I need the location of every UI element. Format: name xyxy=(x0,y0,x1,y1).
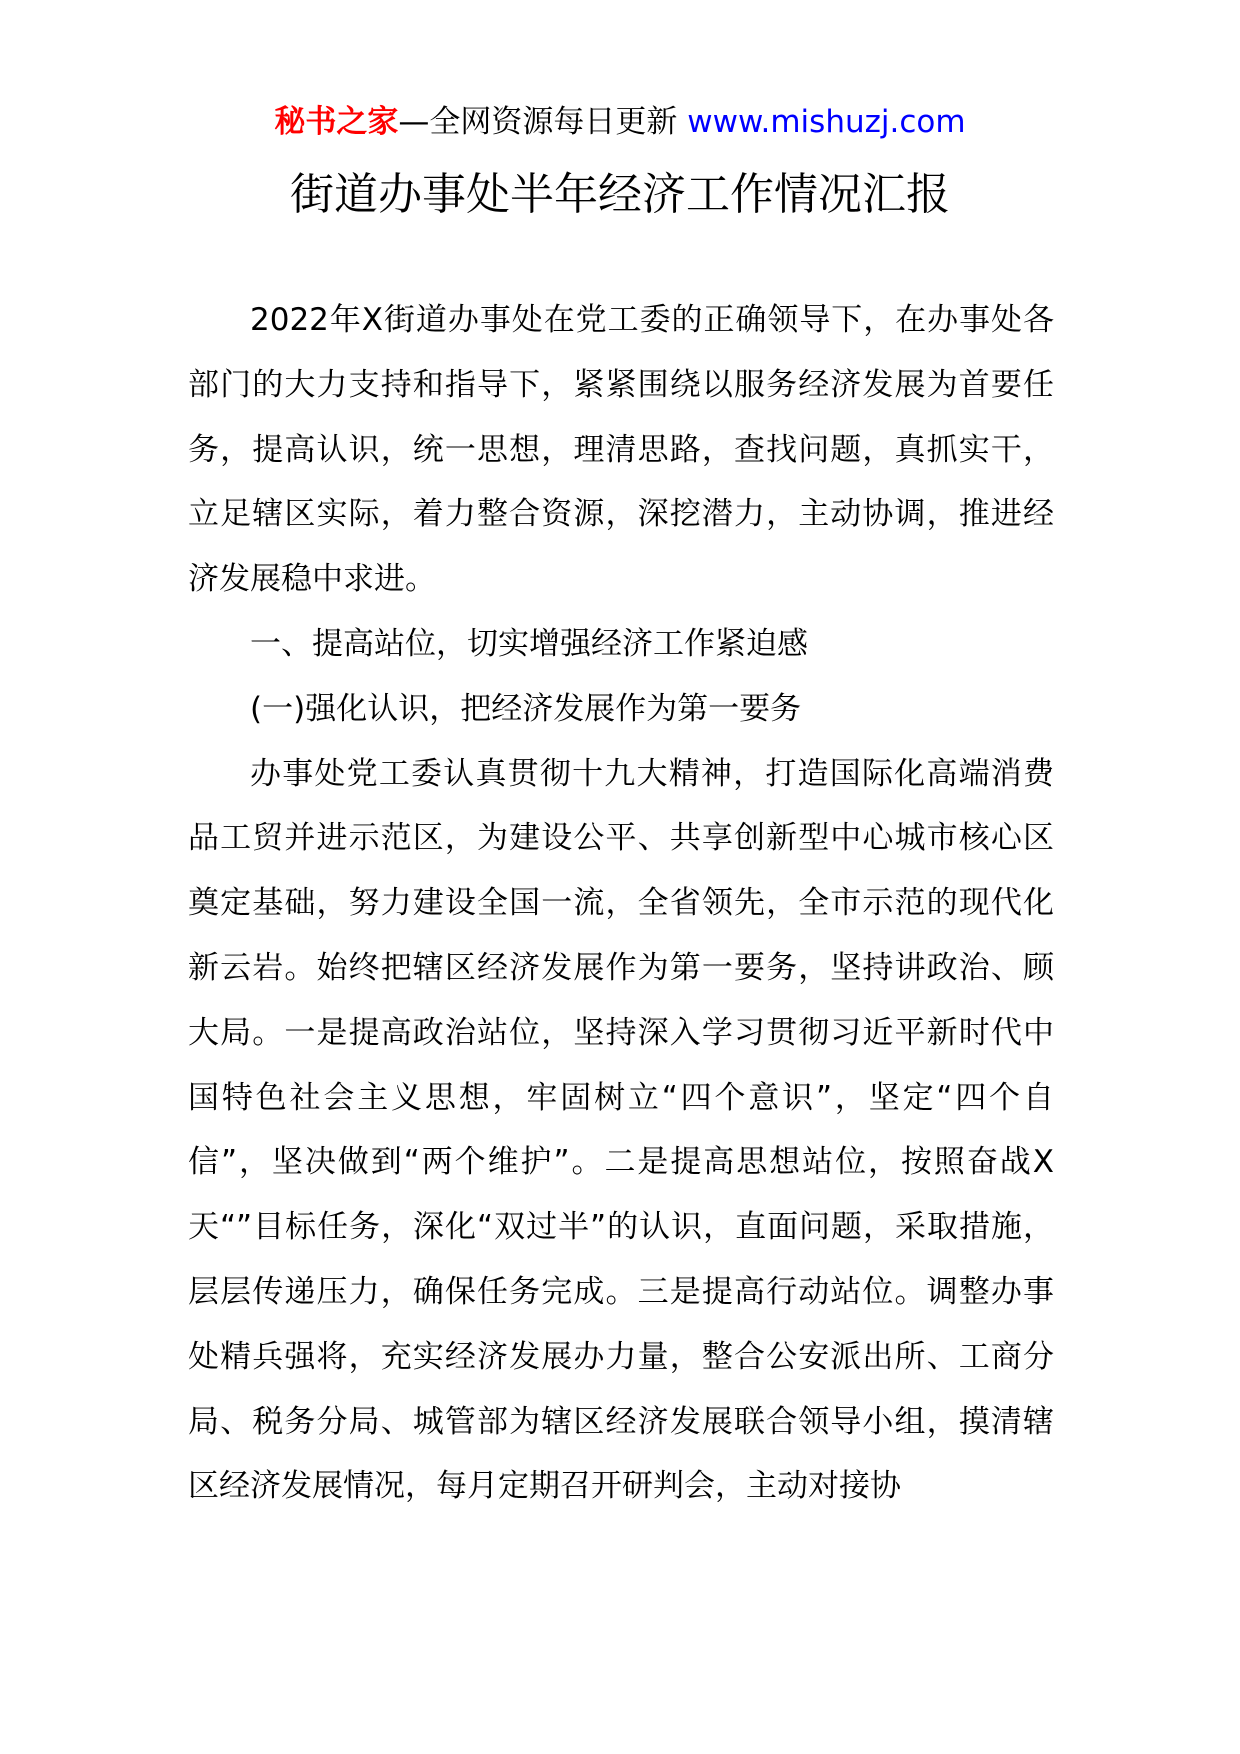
document-body xyxy=(188,288,1054,1519)
subsection-heading: (一)强化认识，把经济发展作为第一要务 xyxy=(250,690,802,727)
body-paragraph: 办事处党工委认真贯彻十九大精神，打造国际化高端消费品工贸并进示范区，为建设公平、共享创新型中心城市核心区奠定基础，努力建设全国一流，全省领先，全市示范的现代化新云岩。始终把辖区经济发展作为第一要务，坚持讲政治、顾大局。一是提高政治站位，坚持深入学习贯彻习近平新时代中国特色社会主义思想，牢固树立“四个意识”，坚定“四个自信”，坚决做到“两个维护”。二是提高思想站位，按照奋战X天“”目标任务，深化“双过半”的认识，直面问题，采取措施，层层传递压力，确保任务完成。三是提高行动站位。调整办事处精兵强将，充实经济发展办力量，整合公安派出所、工商分局、税务分局、城管部为辖区经济发展联合领导小组，摸清辖区经济发展情况，每月定期召开研判会，主动对接协 xyxy=(188,755,1054,1505)
document-title: 街道办事处半年经济工作情况汇报 xyxy=(290,169,950,220)
section-heading: 一、提高站位，切实增强经济工作紧迫感 xyxy=(250,625,808,662)
brand-name: 秘书之家 xyxy=(274,104,399,140)
site-slogan: —全网资源每日更新 xyxy=(398,104,678,140)
intro-paragraph: 2022年X街道办事处在党工委的正确领导下，在办事处各部门的大力支持和指导下，紧紧围绕以服务经济发展为首要任务，提高认识，统一思想，理清思路，查找问题，真抓实干，立足辖区实际，着力整合资源，深挖潜力，主动协调，推进经济发展稳中求进。 xyxy=(188,302,1054,598)
site-url-link[interactable]: www.mishuzj.com xyxy=(687,104,966,140)
site-header xyxy=(0,100,1240,144)
